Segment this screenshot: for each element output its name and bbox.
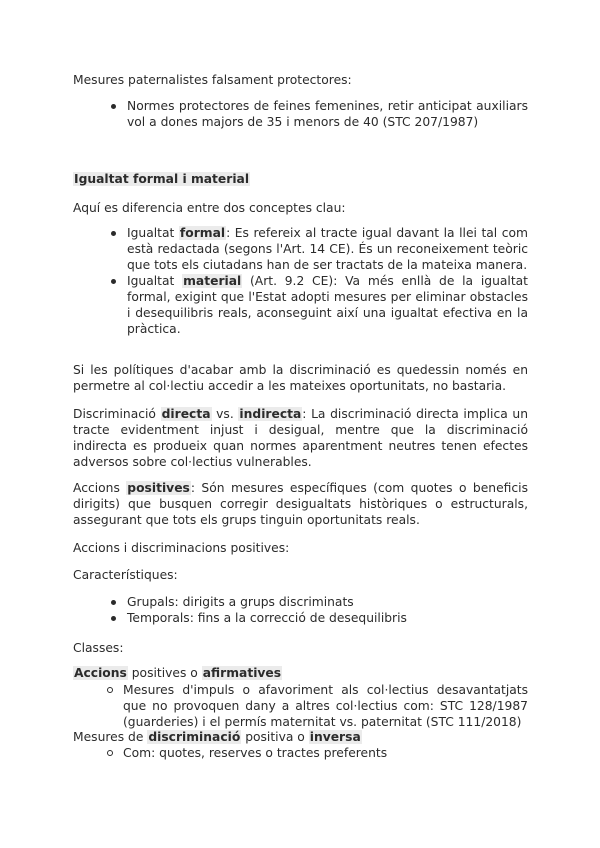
list-item: Mesures d'impuls o afavoriment als col·lectius desavantatjats que no provoquen dany a altres col·lectius com: STC 128/1987 (guarderies) i el permís maternitat vs. paternitat (STC 111/2018) [123,683,528,729]
mesures-discriminacio-heading: Mesures de discriminació positiva o inversa [73,730,361,744]
list-item: Grupals: dirigits a grups discriminats [127,594,528,610]
list-item: Normes protectores de feines femenines, retir anticipat auxiliars vol a dones majors de 35 i menors de 40 (STC 207/1987) [127,99,528,129]
accions-positives-heading: Accions positives o afirmatives [74,666,282,680]
politiques-paragraph: Si les polítiques d'acabar amb la discriminació es quedessin només en permetre al col·lectiu accedir a les mateixes oportunitats, no bastaria. [73,363,528,393]
list-item-formal: Igualtat formal: Es refereix al tracte igual davant la llei tal com està redactada (segons l'Art. 14 CE). És un reconeixement teòric que tots els ciutadans han de ser tractats de la mateixa manera. [127,226,529,272]
section-heading [73,171,528,187]
list-item: Com: quotes, reserves o tractes preferents [123,745,528,761]
accions-paragraph: Accions positives: Són mesures específiques (com quotes o beneficis dirigits) que busquen corregir desigualtats històriques o estructurals, assegurant que tots els grups tinguin oportunitats reals. [73,481,528,527]
accions-discriminacions-label: Accions i discriminacions positives: [73,541,290,555]
term-indirecta: indirecta [239,407,302,421]
list-item: Temporals: fins a la correcció de desequilibris [127,610,528,626]
term-accions: Accions [74,666,127,680]
discriminacio-paragraph: Discriminació directa vs. indirecta: La discriminació directa implica un tracte evidentment injust i desigual, mentre que la discriminació indirecta es produeix quan normes aparentment neutres tenen efectes adversos sobre col·lectius vulnerables. [73,407,528,469]
caracteristiques-list [127,594,528,626]
section-intro: Aquí es diferencia entre dos conceptes clau: [73,201,346,215]
concepts-list [127,225,528,337]
accions-positives-list [123,682,528,730]
term-inversa: inversa [309,730,361,744]
term-directa: directa [161,407,211,421]
term-discriminacio: discriminació [148,730,241,744]
term-material: material [183,274,242,288]
classes-label: Classes: [73,641,124,655]
term-positives: positives [127,481,190,495]
section-title: Igualtat formal i material [74,172,250,186]
mesures-discriminacio-list [123,745,528,761]
intro-paragraph: Mesures paternalistes falsament protectores: [73,73,352,87]
term-afirmatives: afirmatives [202,666,282,680]
list-item-material: Igualtat material (Art. 9.2 CE): Va més enllà de la igualtat formal, exigint que l'Estat adopti mesures per eliminar obstacles i desequilibris reals, aconseguint així una igualtat efectiva en la pràctica. [127,274,528,336]
caracteristiques-label: Característiques: [73,568,178,582]
intro-bullet-list [127,98,528,130]
term-formal: formal [179,226,226,240]
